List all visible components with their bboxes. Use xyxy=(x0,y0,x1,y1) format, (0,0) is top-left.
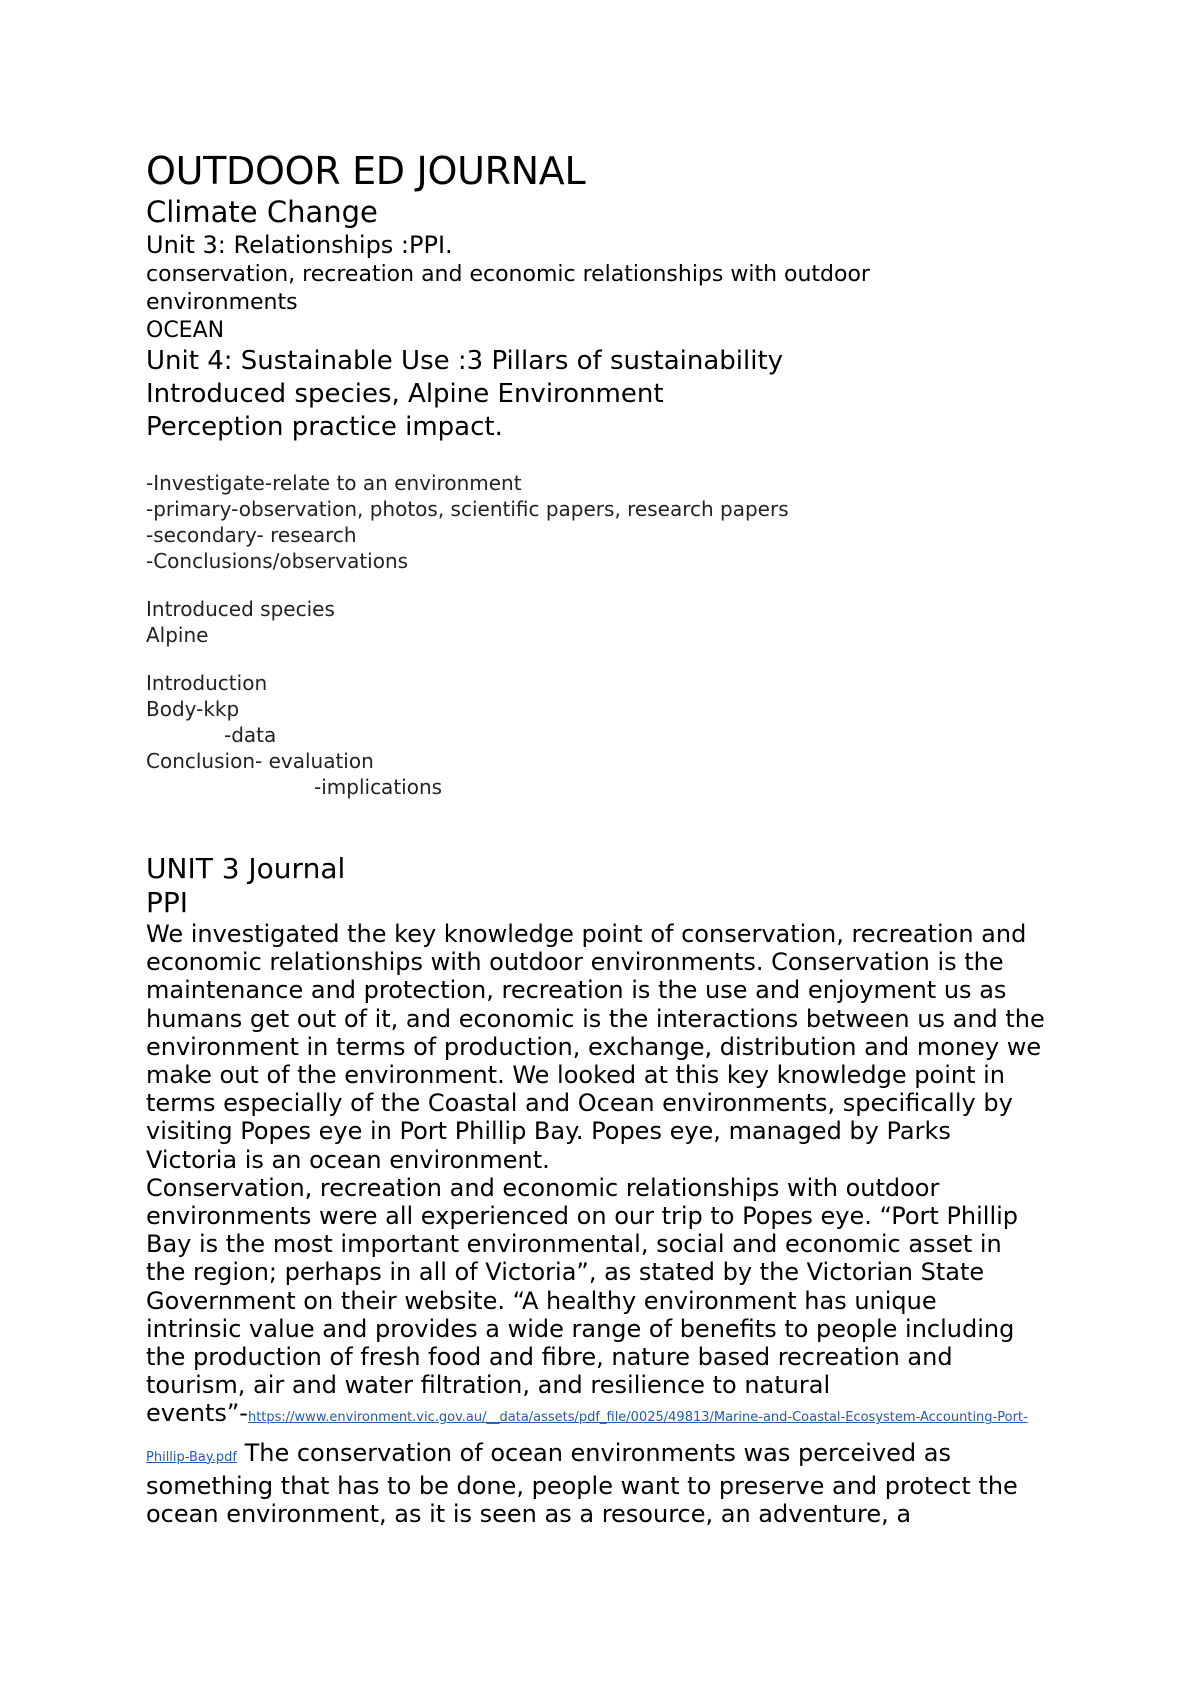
notes-list xyxy=(146,470,1076,574)
source-link[interactable]: https://www.environment.vic.gov.au/__data/assets/pdf_file/0025/49813/Marine-and-Coastal-Ecosystem-Accounting-Port- xyxy=(247,1410,1028,1426)
paragraph-line: the region; perhaps in all of Victoria”, as stated by the Victorian State xyxy=(146,1258,985,1287)
paragraph-line-with-link xyxy=(146,1399,1076,1432)
journal-heading: UNIT 3 Journal xyxy=(146,852,346,885)
paragraph-line: We investigated the key knowledge point of conservation, recreation and xyxy=(146,920,1027,948)
journal-subheading: PPI xyxy=(146,886,189,919)
paragraph-line: environments were all experienced on our trip to Popes eye. “Port Phillip xyxy=(146,1202,1019,1231)
paragraph-line: economic relationships with outdoor environments. Conservation is the xyxy=(146,948,1004,977)
paragraph-line: Victoria is an ocean environment. xyxy=(146,1145,550,1174)
notes-item: -Investigate-relate to an environment xyxy=(146,471,522,495)
source-link-continued[interactable]: Phillip-Bay.pdf xyxy=(146,1449,237,1465)
paragraph-line: something that has to be done, people want to preserve and protect the xyxy=(146,1471,1018,1500)
topics-list xyxy=(146,596,1076,648)
unit3-heading: Unit 3: Relationships :PPI. xyxy=(146,231,453,259)
paragraph-line: tourism, air and water filtration, and resilience to natural xyxy=(146,1371,831,1400)
topic-item: Alpine xyxy=(146,623,209,647)
notes-item: -Conclusions/observations xyxy=(146,549,409,573)
ocean-label: OCEAN xyxy=(146,318,225,343)
paragraph-line: The conservation of ocean environments was perceived as xyxy=(236,1438,951,1467)
structure-body-sub: -data xyxy=(224,723,277,747)
unit4-heading: Unit 4: Sustainable Use :3 Pillars of sustainability xyxy=(146,346,784,376)
paragraph-line: environment in terms of production, exchange, distribution and money we xyxy=(146,1032,1042,1061)
document-title: OUTDOOR ED JOURNAL xyxy=(146,149,586,193)
unit3-description-line: conservation, recreation and economic relationships with outdoor xyxy=(146,262,870,287)
paragraph-line: Conservation, recreation and economic relationships with outdoor xyxy=(146,1173,940,1202)
paragraph-line: Bay is the most important environmental, social and economic asset in xyxy=(146,1230,1002,1259)
journal-paragraph xyxy=(146,1174,1076,1528)
paragraph-line: humans get out of it, and economic is the interactions between us and the xyxy=(146,1004,1045,1033)
paragraph-line: the production of fresh food and fibre, nature based recreation and xyxy=(146,1343,953,1372)
document-page xyxy=(146,148,1076,1528)
unit4-ppi: Perception practice impact. xyxy=(146,412,503,442)
structure-body: Body-kkp xyxy=(146,697,240,721)
paragraph-line-with-link xyxy=(146,1439,1076,1472)
journal-paragraph xyxy=(146,920,1076,1174)
paragraph-line: visiting Popes eye in Port Phillip Bay. Popes eye, managed by Parks xyxy=(146,1117,951,1146)
quote-end: events”- xyxy=(146,1399,248,1428)
unit4-topics: Introduced species, Alpine Environment xyxy=(146,379,664,409)
report-structure xyxy=(146,670,1076,800)
paragraph-line: terms especially of the Coastal and Ocean environments, specifically by xyxy=(146,1089,1013,1118)
unit3-description-line: environments xyxy=(146,290,298,315)
paragraph-line: make out of the environment. We looked at this key knowledge point in xyxy=(146,1061,1006,1090)
structure-conclusion: Conclusion- evaluation xyxy=(146,749,374,773)
paragraph-line: Government on their website. “A healthy environment has unique xyxy=(146,1286,937,1315)
structure-conclusion-sub: -implications xyxy=(314,775,443,799)
paragraph-line: intrinsic value and provides a wide range of benefits to people including xyxy=(146,1314,1015,1343)
notes-item: -primary-observation, photos, scientific papers, research papers xyxy=(146,497,789,521)
paragraph-line: ocean environment, as it is seen as a resource, an adventure, a xyxy=(146,1500,912,1529)
notes-item: -secondary- research xyxy=(146,523,357,547)
paragraph-line: maintenance and protection, recreation is the use and enjoyment us as xyxy=(146,976,1007,1005)
topic-item: Introduced species xyxy=(146,597,335,621)
structure-introduction: Introduction xyxy=(146,671,268,695)
document-subtitle: Climate Change xyxy=(146,195,378,229)
